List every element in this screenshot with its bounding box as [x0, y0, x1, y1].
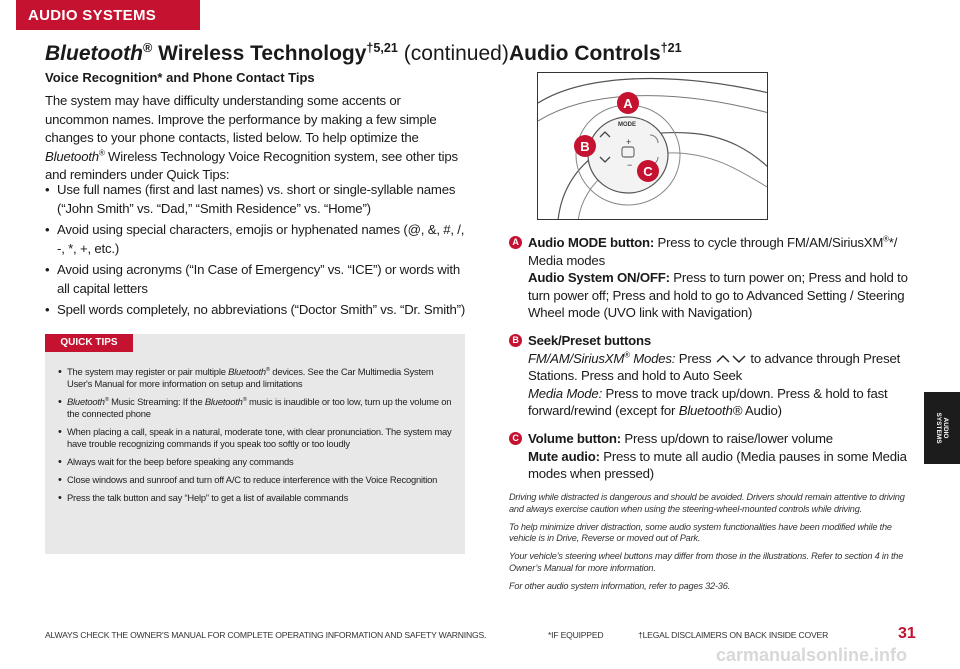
footer-warning: ALWAYS CHECK THE OWNER'S MANUAL FOR COMPLETE OPERATING INFORMATION AND SAFETY WARNINGS. [45, 630, 487, 640]
footer-if-equipped: *IF EQUIPPED [548, 630, 604, 640]
steering-wheel-illustration [538, 73, 768, 220]
list-item: • When placing a call, speak in a natural, moderate tone, with clear pronunciation. The system may have trouble recognizing commands if you speak too softly or too loudly [58, 426, 452, 449]
list-item: • Always wait for the beep before speaking any commands [58, 456, 294, 468]
volume-up-icon: + [626, 137, 632, 147]
section-tab: AUDIO SYSTEMS [16, 0, 200, 30]
bluetooth-section-title: Bluetooth® Wireless Technology$^{\dagger 5,21}$ (continued) [45, 41, 509, 65]
badge-c: C [509, 432, 522, 445]
item-audio-mode: A Audio MODE button: Press to cycle through FM/AM/SiriusXM®*/ Media modes Audio System ON/OFF: Press to turn power on; Press and hold to turn power off; Press and hold to go to Advanced Setting / Steering Wheel mode (UVO link with Navigation) [509, 234, 919, 322]
quick-tips-label: QUICK TIPS [45, 334, 133, 352]
list-item: • Spell words completely, no abbreviations (“Doctor Smith” vs. “Dr. Smith”) [45, 302, 466, 317]
badge-b: B [509, 334, 522, 347]
page-number: 31 [898, 625, 916, 642]
intro-paragraph: The system may have difficulty understanding some accents or uncommon names. Improve the performance by making a few simple changes to your phone contacts, listed below. To help optimize the Bluetooth® Wireless Technology Voice Recognition system, see other tips and reminders under Quick Tips: [45, 93, 458, 182]
badge-a: A [509, 236, 522, 249]
list-item: • Avoid using special characters, emojis or hyphenated names (@, &, #, /, -, *, +, etc.) [45, 222, 465, 256]
disclaimer: To help minimize driver distraction, some audio system functionalities have been modified while the vehicle is in Drive, Reverse or moved out of Park. [509, 521, 892, 544]
audio-controls-title: Audio Controls$^{\dagger 21}$ [509, 41, 682, 65]
list-item: • Use full names (first and last names) vs. short or single-syllable names (“John Smith” vs. “Dad,” “Smith Residence” vs. “Home”) [45, 182, 456, 216]
side-section-tab[interactable] [924, 392, 960, 464]
watermark: carmanualsonline.info [716, 645, 908, 665]
disclaimer: Driving while distracted is dangerous and should be avoided. Drivers should remain attentive to driving and always exercise caution when using the steering-wheel-mounted controls while driving. [509, 492, 905, 514]
svg-text:A: A [623, 96, 633, 111]
item-seek-preset: B Seek/Preset buttons FM/AM/SiriusXM® Modes: Press to advance through Preset Stations. Press and hold to Auto Seek Media Mode: Press to move track up/down. Press & hold to fast forward/rewind (except for Bluetooth® Audio) [509, 332, 919, 420]
side-tab-line-2: SYSTEMS [935, 412, 942, 444]
list-item: • Avoid using acronyms (“In Case of Emergency” vs. “ICE”) or words with all capital letters [45, 262, 460, 296]
side-tab-line-1: AUDIO [942, 417, 949, 439]
svg-text:B: B [580, 139, 590, 154]
volume-down-icon: − [627, 160, 633, 170]
control-pad [588, 117, 668, 193]
list-item: • The system may register or pair multiple Bluetooth® devices. See the Car Multimedia System User's Manual for more information on setup and limitations [58, 366, 434, 389]
footer-legal: †LEGAL DISCLAIMERS ON BACK INSIDE COVER [638, 630, 829, 640]
list-item: • Bluetooth® Music Streaming: If the Bluetooth® music is inaudible or too low, turn up the volume on the connected phone [58, 396, 452, 419]
disclaimers [509, 492, 919, 599]
up-down-chevron-icon [715, 354, 747, 364]
list-item: • Press the talk button and say “Help” to get a list of available commands [58, 492, 349, 504]
list-item: • Close windows and sunroof and turn off A/C to reduce interference with the Voice Recognition [58, 474, 438, 486]
quick-tips-list [58, 366, 458, 510]
disclaimer: For other audio system information, refer to pages 32-36. [509, 580, 730, 591]
item-volume: C Volume button: Press up/down to raise/lower volume Mute audio: Press to mute all audio (Media pauses in some Media modes when pressed) [509, 430, 919, 483]
svg-text:C: C [643, 164, 653, 179]
voice-recognition-subtitle: Voice Recognition* and Phone Contact Tips [45, 70, 315, 85]
mode-button-label: MODE [618, 122, 636, 128]
disclaimer: Your vehicle’s steering wheel buttons may differ from those in the illustrations. Refer to section 4 in the Owner’s Manual for more information. [509, 551, 904, 573]
steering-wheel-diagram [537, 72, 768, 220]
contact-tips-list [45, 181, 470, 323]
